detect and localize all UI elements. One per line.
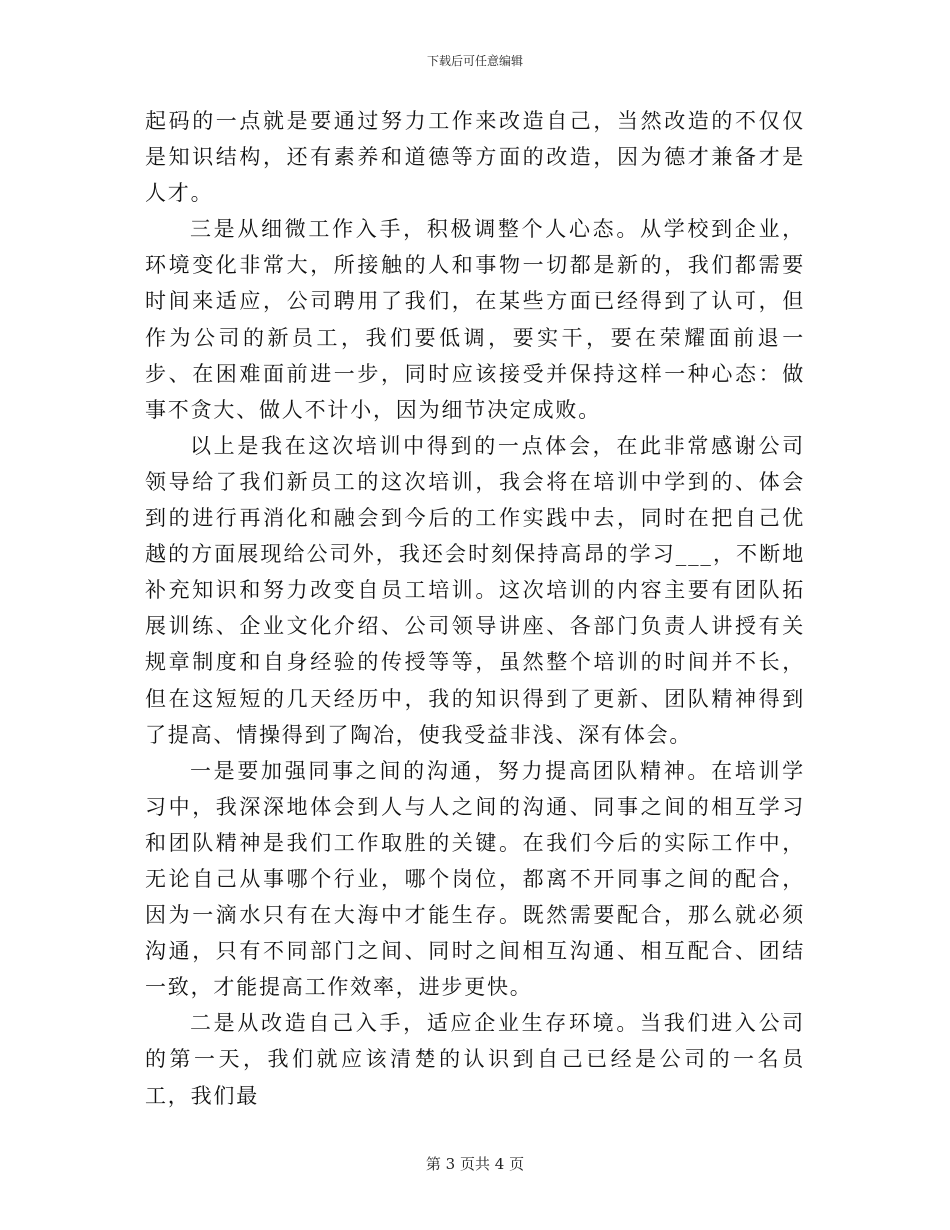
paragraph-continuation: 起码的一点就是要通过努力工作来改造自己，当然改造的不仅仅是知识结构，还有素养和道德等方面的改造，因为德才兼备才是人才。: [145, 109, 805, 206]
paragraph-point-one: 一是要加强同事之间的沟通，努力提高团队精神。在培训学习中，我深深地体会到人与人之间的沟通、同事之间的相互学习和团队精神是我们工作取胜的关键。在我们今后的实际工作中，无论自己从事哪个行业，哪个岗位，都离不开同事之间的配合，因为一滴水只有在大海中才能生存。既然需要配合，那么就必须沟通，只有不同部门之间、同时之间相互沟通、相互配合、团结一致，才能提高工作效率，进步更快。: [145, 758, 805, 1000]
page-header: 下载后可任意编辑: [426, 54, 523, 68]
paragraph-summary: 以上是我在这次培训中得到的一点体会，在此非常感谢公司领导给了我们新员工的这次培训，我会将在培训中学到的、体会到的进行再消化和融会到今后的工作实践中去，同时在把自己优越的方面展现给公司外，我还会时刻保持高昂的学习___，不断地补充知识和努力改变自员工培训。这次培训的内容主要有团队拓展训练、企业文化介绍、公司领导讲座、各部门负责人讲授有关规章制度和自身经验的传授等等，虽然整个培训的时间并不长，但在这短短的几天经历中，我的知识得到了更新、团队精神得到了提高、情操得到了陶冶，使我受益非浅、深有体会。: [145, 433, 805, 747]
page-footer: 第 3 页共 4 页: [425, 1155, 525, 1173]
document-body: [145, 103, 805, 1114]
paragraph-point-three: 三是从细微工作入手，积极调整个人心态。从学校到企业，环境变化非常大，所接触的人和事物一切都是新的，我们都需要时间来适应，公司聘用了我们，在某些方面已经得到了认可，但作为公司的新员工，我们要低调，要实干，要在荣耀面前退一步、在困难面前进一步，同时应该接受并保持这样一种心态：做事不贪大、做人不计小，因为细节决定成败。: [145, 217, 805, 422]
paragraph-point-two: 二是从改造自己入手，适应企业生存环境。当我们进入公司的第一天，我们就应该清楚的认识到自己已经是公司的一名员工，我们最: [145, 1011, 805, 1108]
